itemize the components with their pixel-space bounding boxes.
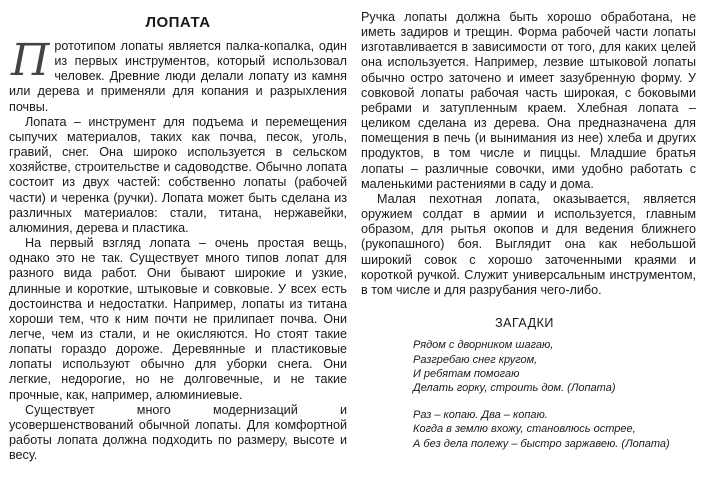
drop-cap: П [11, 35, 50, 86]
riddle-2 [413, 408, 696, 451]
intro-paragraph [9, 35, 347, 115]
paragraph-handle: Ручка лопаты должна быть хорошо обработана, не иметь задиров и трещин. Форма рабочей части лопаты изготавливается в зависимости от того, для каких целей она используется. Например, лезвие штыковой лопаты обычно остро заточено и имеет зазубренную форму. У совковой лопаты рабочая часть широкая, с боковыми ребрами и затупленным краем. Хлебная лопата – целиком сделана из дерева. Она предназначена для помещения в печь (и вынимания из нее) хлеба и других продуктов, в том числе и пиццы. Младшие братья лопаты – различные совочки, ими удобно работать с маленькими растениями в саду и дома. [361, 10, 696, 191]
paragraph-types: На первый взгляд лопата – очень простая вещь, однако это не так. Существует много типов лопат для разного вида работ. Они бывают широкие и узкие, длинные и короткие, штыковые и совковые. У всех есть достоинства и недостатки. Например, лопаты из титана хороши тем, что к ним почти не прилипает почва. Они легче, чем из стали, и не окисляются. Но стоят такие лопаты гораздо дороже. Деревянные и пластиковые лопаты используют обычно для уборки снега. Они легкие, недорогие, но не долговечные, и не такие прочные, как, например, алюминиевые. [9, 236, 347, 402]
riddle-line: А без дела полежу – быстро заржавею. (Лопата) [413, 437, 670, 450]
intro-text: рототипом лопаты является палка-копалка, один из первых инструментов, который использовал человек. Древние люди делали лопату из камня или дерева и применяли для копания и разрыхления почвы. [9, 39, 347, 114]
riddle-line: Разгребаю снег кругом, [413, 353, 538, 366]
riddle-line: Раз – копаю. Два – копаю. [413, 408, 548, 421]
riddle-1 [413, 338, 696, 396]
riddles-title: ЗАГАДКИ [495, 315, 554, 330]
right-column [361, 10, 696, 451]
paragraph-definition: Лопата – инструмент для подъема и перемещения сыпучих материалов, таких как почва, песок, уголь, гравий, снег. Она широко используется в сельском хозяйстве, строительстве и садоводстве. Обычно лопата состоит из двух частей: собственно лопаты (рабочей части) и черенка (ручки). Лопата может быть сделана из различных материалов: стали, титана, нержавейки, алюминия, дерева и пластика. [9, 114, 347, 235]
paragraph-infantry: Малая пехотная лопата, оказывается, является оружием солдат в армии и используется, главным образом, для рытья окопов и для ведения ближнего (рукопашного) боя. Выглядит она как небольшой широкий совок с хорошо заточенными краями и короткой ручкой. Служит универсальным инструментом, в том числе и для разрубания чего-либо. [361, 191, 696, 297]
left-column [9, 10, 347, 463]
paragraph-modernization: Существует много модернизаций и усовершенствований обычной лопаты. Для комфортной работы лопата должна подходить по размеру, высоте и весу. [9, 402, 347, 463]
riddle-line: И ребятам помогаю [413, 367, 520, 380]
riddle-line: Делать горку, строить дом. (Лопата) [413, 382, 616, 395]
riddles-section [361, 316, 696, 451]
riddle-line: Когда в землю вхожу, становлюсь острее, [413, 423, 636, 436]
riddle-line: Рядом с дворником шагаю, [413, 339, 554, 352]
article-title: ЛОПАТА [145, 14, 211, 31]
